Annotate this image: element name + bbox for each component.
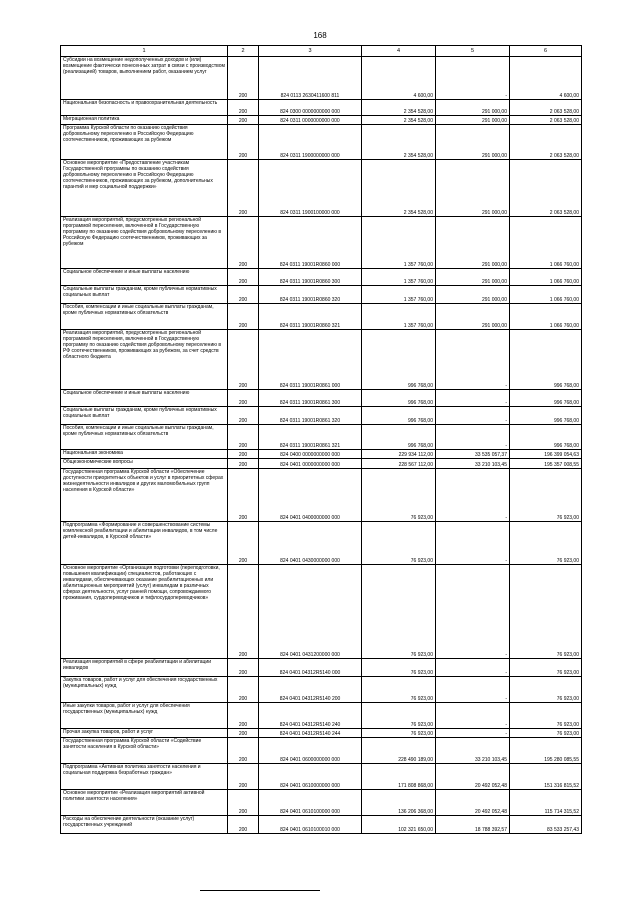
header-cell: 6: [510, 46, 582, 57]
row-col6: 996 768,00: [510, 407, 582, 425]
table-row: [61, 816, 582, 834]
row-col4: 2 354 528,00: [362, 160, 436, 217]
row-code: 824 0401 0400000000 000: [259, 469, 362, 522]
row-col6: 1 066 760,00: [510, 304, 582, 330]
table-row: [61, 729, 582, 738]
row-col6: 996 768,00: [510, 390, 582, 407]
row-col2: 200: [228, 286, 259, 304]
row-col2: 200: [228, 304, 259, 330]
row-col5: 33 210 103,45: [436, 738, 510, 764]
table-row: [61, 469, 582, 522]
row-code: 824 0401 04312R5140 244: [259, 729, 362, 738]
row-col5: -: [436, 703, 510, 729]
row-col2: 200: [228, 160, 259, 217]
row-code: 824 0400 0000000000 000: [259, 450, 362, 459]
row-code: 824 0401 04312R5140 240: [259, 703, 362, 729]
table-row: [61, 738, 582, 764]
table-row: [61, 459, 582, 469]
row-code: 824 0311 19001R0860 000: [259, 217, 362, 269]
row-col5: 291 000,00: [436, 116, 510, 125]
row-col4: 76 923,00: [362, 469, 436, 522]
row-name: Программа Курской области по оказанию содействия добровольному переселению в Российскую Федерацию соотечественников, проживающих за рубежом: [61, 125, 228, 160]
row-col5: 291 000,00: [436, 269, 510, 286]
row-col6: 76 923,00: [510, 703, 582, 729]
table-row: [61, 330, 582, 390]
row-col6: 115 714 315,52: [510, 790, 582, 816]
row-col5: -: [436, 390, 510, 407]
row-col2: 200: [228, 469, 259, 522]
row-name: Реализация мероприятий, предусмотренных региональной программой переселения, включенной в Государственную программу по оказанию содействия добровольному переселению в Российскую Федерацию соотечественников, проживающих за рубежом: [61, 217, 228, 269]
table-row: [61, 677, 582, 703]
row-col4: 996 768,00: [362, 330, 436, 390]
row-col6: 151 316 815,52: [510, 764, 582, 790]
row-col6: 76 923,00: [510, 659, 582, 677]
row-name: Социальное обеспечение и иные выплаты населению: [61, 269, 228, 286]
row-col6: 76 923,00: [510, 522, 582, 565]
table-row: [61, 659, 582, 677]
row-code: 824 0113 2630411600 811: [259, 57, 362, 100]
row-col5: 291 000,00: [436, 160, 510, 217]
table-row: [61, 565, 582, 659]
row-code: 824 0311 19001R0861 000: [259, 330, 362, 390]
row-col6: 76 923,00: [510, 677, 582, 703]
row-col2: 200: [228, 764, 259, 790]
row-col4: 996 768,00: [362, 425, 436, 450]
row-code: 824 0401 0610000000 000: [259, 764, 362, 790]
row-code: 824 0401 0600000000 000: [259, 738, 362, 764]
row-col2: 200: [228, 125, 259, 160]
table-row: [61, 286, 582, 304]
row-col4: 2 354 528,00: [362, 116, 436, 125]
row-col6: 1 066 760,00: [510, 286, 582, 304]
row-col2: 200: [228, 459, 259, 469]
row-col5: -: [436, 659, 510, 677]
row-name: Реализация мероприятий, предусмотренных региональной программой переселения, включенной в Государственную программу по оказанию содействия добровольному переселению в РФ соотечественников, проживающих за рубежом, за счет средств областного бюджета: [61, 330, 228, 390]
row-col2: 200: [228, 729, 259, 738]
row-name: Основное мероприятие «Реализация мероприятий активной политики занятости населения»: [61, 790, 228, 816]
row-code: 824 0311 19001R0860 320: [259, 286, 362, 304]
header-cell: 3: [259, 46, 362, 57]
row-col5: 291 000,00: [436, 125, 510, 160]
row-col4: 1 357 760,00: [362, 304, 436, 330]
row-col6: 1 066 760,00: [510, 217, 582, 269]
row-col5: -: [436, 522, 510, 565]
table-row: [61, 450, 582, 459]
row-col2: 200: [228, 269, 259, 286]
row-col6: 4 600,00: [510, 57, 582, 100]
row-col6: 76 923,00: [510, 729, 582, 738]
row-col5: 33 210 103,45: [436, 459, 510, 469]
row-col4: 1 357 760,00: [362, 286, 436, 304]
row-col4: 1 357 760,00: [362, 269, 436, 286]
row-name: Субсидии на возмещение недополученных доходов и (или) возмещение фактически понесенных затрат в связи с производством (реализацией) товаров, выполнением работ, оказанием услуг: [61, 57, 228, 100]
row-col4: 76 923,00: [362, 729, 436, 738]
row-col6: 195 357 008,55: [510, 459, 582, 469]
row-name: Закупка товаров, работ и услуг для обеспечения государственных (муниципальных) нужд: [61, 677, 228, 703]
header-cell: 4: [362, 46, 436, 57]
row-name: Подпрограмма «Активная политика занятости населения и социальная поддержка безработных граждан»: [61, 764, 228, 790]
row-col4: 76 923,00: [362, 565, 436, 659]
row-col2: 200: [228, 390, 259, 407]
row-name: Социальные выплаты гражданам, кроме публичных нормативных социальных выплат: [61, 407, 228, 425]
row-col2: 200: [228, 407, 259, 425]
row-name: Пособия, компенсации и иные социальные выплаты гражданам, кроме публичных нормативных обязательств: [61, 304, 228, 330]
row-code: 824 0401 0610100000 000: [259, 790, 362, 816]
row-code: 824 0311 1900000000 000: [259, 125, 362, 160]
row-col2: 200: [228, 57, 259, 100]
header-cell: 2: [228, 46, 259, 57]
row-code: 824 0311 0000000000 000: [259, 116, 362, 125]
row-col2: 200: [228, 522, 259, 565]
row-col6: 2 063 528,00: [510, 125, 582, 160]
budget-table: [60, 45, 582, 834]
row-code: 824 0401 04312R5140 000: [259, 659, 362, 677]
row-col6: 1 066 760,00: [510, 269, 582, 286]
row-col5: -: [436, 425, 510, 450]
row-col4: 996 768,00: [362, 390, 436, 407]
page-number: 168: [313, 31, 327, 40]
row-name: Социальное обеспечение и иные выплаты населению: [61, 390, 228, 407]
row-name: Реализация мероприятий в сфере реабилитации и абилитации инвалидов: [61, 659, 228, 677]
table-row: [61, 57, 582, 100]
row-col2: 200: [228, 703, 259, 729]
row-col4: 76 923,00: [362, 659, 436, 677]
row-name: Иные закупки товаров, работ и услуг для обеспечения государственных (муниципальных) нужд: [61, 703, 228, 729]
table-row: [61, 304, 582, 330]
row-col2: 200: [228, 217, 259, 269]
row-code: 824 0311 19001R0861 300: [259, 390, 362, 407]
row-col6: 76 923,00: [510, 469, 582, 522]
row-col6: 2 063 528,00: [510, 116, 582, 125]
row-col5: -: [436, 729, 510, 738]
row-col5: 291 000,00: [436, 100, 510, 116]
row-col2: 200: [228, 425, 259, 450]
row-col5: 18 788 392,57: [436, 816, 510, 834]
row-name: Государственная программа Курской области «Содействие занятости населения в Курской области»: [61, 738, 228, 764]
row-col4: 171 808 868,00: [362, 764, 436, 790]
row-code: 824 0300 0000000000 000: [259, 100, 362, 116]
table-row: [61, 160, 582, 217]
header-cell: 5: [436, 46, 510, 57]
row-col6: 196 399 054,63: [510, 450, 582, 459]
row-col5: -: [436, 677, 510, 703]
row-name: Прочая закупка товаров, работ и услуг: [61, 729, 228, 738]
row-code: 824 0311 19001R0860 300: [259, 269, 362, 286]
row-code: 824 0311 19001R0860 321: [259, 304, 362, 330]
row-name: Расходы на обеспечение деятельности (оказание услуг) государственных учреждений: [61, 816, 228, 834]
row-col5: -: [436, 407, 510, 425]
row-code: 824 0401 04312R5140 200: [259, 677, 362, 703]
row-col5: 20 492 052,48: [436, 790, 510, 816]
row-col2: 200: [228, 816, 259, 834]
row-col5: 291 000,00: [436, 217, 510, 269]
row-col4: 76 923,00: [362, 677, 436, 703]
row-name: Подпрограмма «Формирование и совершенствование системы комплексной реабилитации и абилитации инвалидов, в том числе детей-инвалидов, в Курской области»: [61, 522, 228, 565]
row-col6: 83 533 257,43: [510, 816, 582, 834]
table-row: [61, 390, 582, 407]
row-name: Государственная программа Курской области «Обеспечение доступности приоритетных объектов и услуг в приоритетных сферах жизнедеятельности инвалидов и других маломобильных групп населения в Курской области»: [61, 469, 228, 522]
row-col5: -: [436, 330, 510, 390]
row-col6: 2 063 528,00: [510, 160, 582, 217]
row-name: Основное мероприятие «Предоставление участникам Государственной программы по оказанию содействия добровольному переселению в Российскую Федерацию соотечественников, проживающих за рубежом, дополнительных гарантий и мер социальной поддержки»: [61, 160, 228, 217]
row-col6: 2 063 528,00: [510, 100, 582, 116]
row-col2: 200: [228, 677, 259, 703]
table-row: [61, 125, 582, 160]
row-col4: 1 357 760,00: [362, 217, 436, 269]
table-row: [61, 116, 582, 125]
row-code: 824 0311 19001R0861 321: [259, 425, 362, 450]
table-row: [61, 790, 582, 816]
row-col6: 996 768,00: [510, 425, 582, 450]
row-col2: 200: [228, 100, 259, 116]
row-col4: 228 567 112,00: [362, 459, 436, 469]
row-name: Социальные выплаты гражданам, кроме публичных нормативных социальных выплат: [61, 286, 228, 304]
table-row: [61, 217, 582, 269]
header-row: [61, 46, 582, 57]
row-col4: 229 934 112,00: [362, 450, 436, 459]
row-col2: 200: [228, 116, 259, 125]
row-name: Национальная экономика: [61, 450, 228, 459]
row-code: 824 0311 1900100000 000: [259, 160, 362, 217]
row-name: Национальная безопасность и правоохранительная деятельность: [61, 100, 228, 116]
row-col2: 200: [228, 790, 259, 816]
row-code: 824 0401 0431200000 000: [259, 565, 362, 659]
row-col4: 102 321 650,00: [362, 816, 436, 834]
row-col4: 996 768,00: [362, 407, 436, 425]
table-row: [61, 100, 582, 116]
row-col2: 200: [228, 450, 259, 459]
row-col2: 200: [228, 330, 259, 390]
row-col6: 996 768,00: [510, 330, 582, 390]
row-name: Основное мероприятие «Организация подготовки (переподготовки, повышения квалификации) специалистов, работающих с инвалидами, обеспечивающих оказание реабилитационных или абилитационных мероприятий (услуг) инвалидам в различных сферах деятельности, услуг ранней помощи, сопровождаемого проживания, сурдопереводчиков и тифлосурдопереводчиков»: [61, 565, 228, 659]
row-col5: -: [436, 565, 510, 659]
row-name: Общеэкономические вопросы: [61, 459, 228, 469]
row-code: 824 0401 0610100010 000: [259, 816, 362, 834]
row-code: 824 0401 0000000000 000: [259, 459, 362, 469]
row-col5: 291 000,00: [436, 286, 510, 304]
row-code: 824 0311 19001R0861 320: [259, 407, 362, 425]
row-col4: 136 206 368,00: [362, 790, 436, 816]
row-col4: 76 923,00: [362, 522, 436, 565]
row-name: Пособия, компенсации и иные социальные выплаты гражданам, кроме публичных нормативных обязательств: [61, 425, 228, 450]
row-col5: 33 535 057,37: [436, 450, 510, 459]
row-col4: 2 354 528,00: [362, 125, 436, 160]
row-col4: 228 490 189,00: [362, 738, 436, 764]
header-cell: 1: [61, 46, 228, 57]
row-col4: 76 923,00: [362, 703, 436, 729]
table-row: [61, 269, 582, 286]
row-name: Миграционная политика: [61, 116, 228, 125]
row-col4: 2 354 528,00: [362, 100, 436, 116]
row-col4: 4 600,00: [362, 57, 436, 100]
footer-divider: [200, 890, 320, 891]
row-col6: 195 280 085,55: [510, 738, 582, 764]
row-col2: 200: [228, 659, 259, 677]
row-col2: 200: [228, 565, 259, 659]
table-row: [61, 703, 582, 729]
row-col6: 76 923,00: [510, 565, 582, 659]
table-row: [61, 407, 582, 425]
row-col5: 291 000,00: [436, 304, 510, 330]
row-col5: 20 492 052,48: [436, 764, 510, 790]
table-row: [61, 522, 582, 565]
row-code: 824 0401 0430000000 000: [259, 522, 362, 565]
table-row: [61, 425, 582, 450]
table-row: [61, 764, 582, 790]
row-col5: -: [436, 469, 510, 522]
row-col5: -: [436, 57, 510, 100]
row-col2: 200: [228, 738, 259, 764]
